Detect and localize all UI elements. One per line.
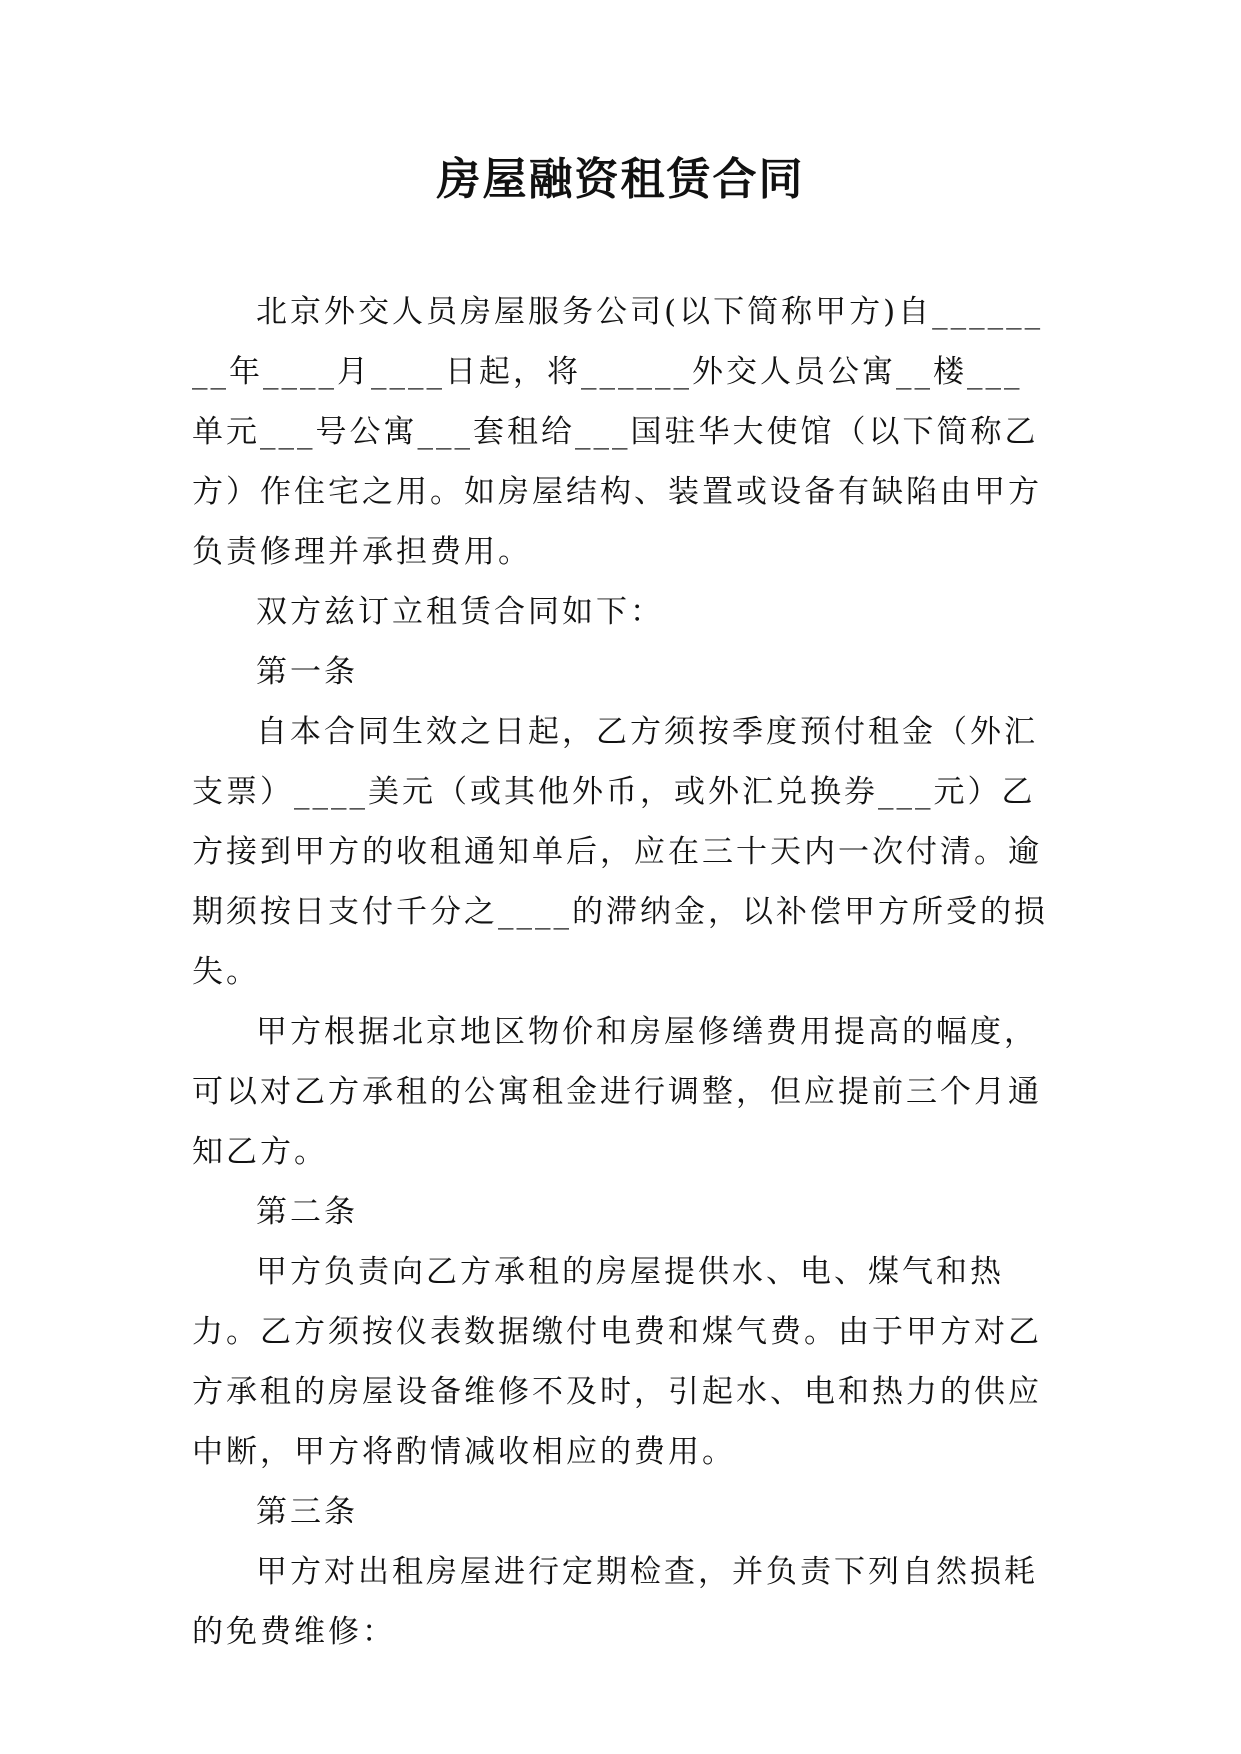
paragraph-intro: 北京外交人员房屋服务公司(以下简称甲方)自________年____月____日起，将______外交人员公寓__楼___单元___号公寓___套租给___国驻华大使馆（以下简称乙方）作住宅之用。如房屋结构、装置或设备有缺陷由甲方负责修理并承担费用。 <box>192 294 1044 570</box>
article-heading-3: 第三条 <box>256 1494 358 1530</box>
paragraph-article-3: 甲方对出租房屋进行定期检查，并负责下列自然损耗的免费维修： <box>192 1554 1038 1650</box>
document-body <box>192 282 1052 1662</box>
document-title: 房屋融资租赁合同 <box>436 154 805 205</box>
paragraph-article-1-adjustment: 甲方根据北京地区物价和房屋修缮费用提高的幅度，可以对乙方承租的公寓租金进行调整，但应提前三个月通知乙方。 <box>192 1014 1042 1170</box>
article-heading-2: 第二条 <box>256 1194 358 1230</box>
article-heading-1: 第一条 <box>256 654 358 690</box>
paragraph-article-2: 甲方负责向乙方承租的房屋提供水、电、煤气和热力。乙方须按仪表数据缴付电费和煤气费。由于甲方对乙方承租的房屋设备维修不及时，引起水、电和热力的供应中断，甲方将酌情减收相应的费用。 <box>192 1254 1042 1470</box>
paragraph-agreement: 双方兹订立租赁合同如下： <box>256 594 664 630</box>
paragraph-article-1-rent: 自本合同生效之日起，乙方须按季度预付租金（外汇支票）____美元（或其他外币，或外汇兑换券___元）乙方接到甲方的收租通知单后，应在三十天内一次付清。逾期须按日支付千分之____的滞纳金，以补偿甲方所受的损失。 <box>192 714 1048 990</box>
